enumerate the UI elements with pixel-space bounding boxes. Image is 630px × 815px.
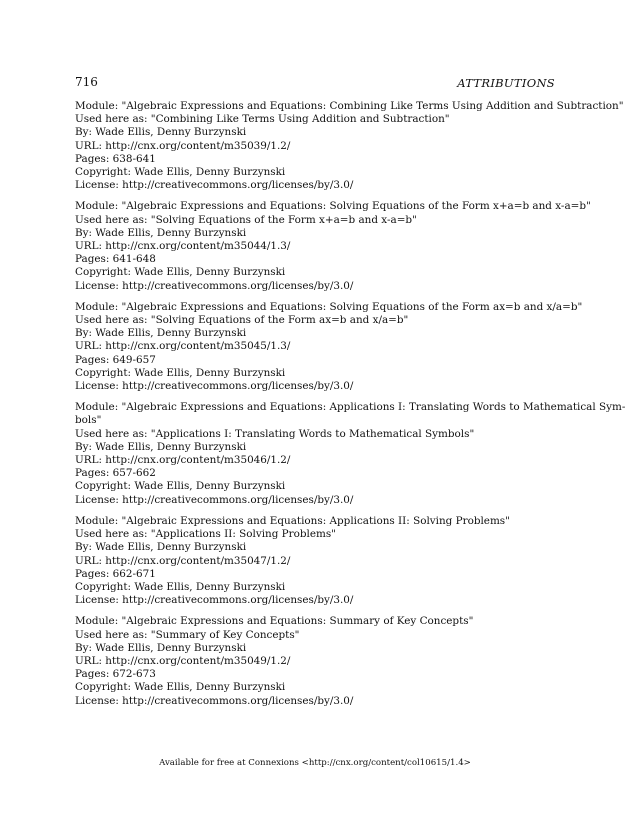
authors: By: Wade Ellis, Denny Burzynski — [75, 641, 247, 654]
attributions-list — [75, 100, 626, 716]
license-link[interactable]: License: http://creativecommons.org/licenses/by/3.0/ — [75, 493, 354, 506]
copyright: Copyright: Wade Ellis, Denny Burzynski — [75, 266, 286, 279]
running-header: ATTRIBUTIONS — [457, 76, 555, 90]
attribution-entry — [75, 300, 583, 393]
copyright: Copyright: Wade Ellis, Denny Burzynski — [75, 166, 286, 179]
copyright: Copyright: Wade Ellis, Denny Burzynski — [75, 480, 286, 493]
attribution-entry — [75, 200, 591, 292]
used-as: Used here as: "Solving Equations of the Form x+a=b and x-a=b" — [75, 213, 417, 226]
used-as: Used here as: "Summary of Key Concepts" — [75, 628, 300, 641]
attribution-entry — [75, 515, 555, 607]
license-link[interactable]: License: http://creativecommons.org/licenses/by/3.0/ — [75, 279, 354, 292]
authors: By: Wade Ellis, Denny Burzynski — [75, 126, 247, 139]
url-link[interactable]: URL: http://cnx.org/content/m35045/1.3/ — [75, 340, 291, 353]
used-as: Used here as: "Applications I: Translating Words to Mathematical Symbols" — [75, 427, 475, 440]
url-link[interactable]: URL: http://cnx.org/content/m35046/1.2/ — [75, 454, 291, 467]
url-link[interactable]: URL: http://cnx.org/content/m35047/1.2/ — [75, 554, 291, 567]
module-title: Module: "Algebraic Expressions and Equations: Solving Equations of the Form ax=b and x/a=b" — [75, 300, 583, 313]
pages: Pages: 641-648 — [75, 253, 156, 266]
license-link[interactable]: License: http://creativecommons.org/licenses/by/3.0/ — [75, 594, 354, 607]
module-title: Module: "Algebraic Expressions and Equations: Summary of Key Concepts" — [75, 615, 474, 628]
url-link[interactable]: URL: http://cnx.org/content/m35044/1.3/ — [75, 240, 291, 253]
authors: By: Wade Ellis, Denny Burzynski — [75, 541, 247, 554]
pages: Pages: 662-671 — [75, 567, 156, 580]
url-link[interactable]: URL: http://cnx.org/content/m35039/1.2/ — [75, 139, 291, 152]
authors: By: Wade Ellis, Denny Burzynski — [75, 327, 247, 340]
url-link[interactable]: URL: http://cnx.org/content/m35049/1.2/ — [75, 654, 291, 667]
copyright: Copyright: Wade Ellis, Denny Burzynski — [75, 580, 286, 593]
license-link[interactable]: License: http://creativecommons.org/licenses/by/3.0/ — [75, 694, 354, 707]
copyright: Copyright: Wade Ellis, Denny Burzynski — [75, 681, 286, 694]
used-as: Used here as: "Applications II: Solving Problems" — [75, 528, 336, 541]
pages: Pages: 649-657 — [75, 353, 156, 366]
module-title-continued: bols" — [75, 414, 102, 427]
copyright: Copyright: Wade Ellis, Denny Burzynski — [75, 366, 286, 379]
module-title: Module: "Algebraic Expressions and Equations: Applications I: Translating Words to Mathematical Sym- — [75, 401, 626, 414]
pages: Pages: 638-641 — [75, 152, 156, 165]
module-title: Module: "Algebraic Expressions and Equations: Combining Like Terms Using Addition and Subtraction" — [75, 100, 624, 112]
used-as: Used here as: "Combining Like Terms Using Addition and Subtraction" — [75, 113, 450, 126]
license-link[interactable]: License: http://creativecommons.org/licenses/by/3.0/ — [75, 380, 354, 393]
license-link[interactable]: License: http://creativecommons.org/licenses/by/3.0/ — [75, 179, 354, 192]
attribution-entry — [75, 401, 626, 507]
module-title: Module: "Algebraic Expressions and Equations: Applications II: Solving Problems" — [75, 514, 510, 527]
module-title: Module: "Algebraic Expressions and Equations: Solving Equations of the Form x+a=b and x-a=b" — [75, 200, 591, 213]
attribution-entry — [75, 100, 624, 192]
page-number: 716 — [75, 75, 98, 89]
used-as: Used here as: "Solving Equations of the Form ax=b and x/a=b" — [75, 314, 409, 327]
authors: By: Wade Ellis, Denny Burzynski — [75, 226, 247, 239]
pages: Pages: 672-673 — [75, 668, 156, 681]
pages: Pages: 657-662 — [75, 467, 156, 480]
attribution-entry — [75, 615, 555, 707]
page-footer: Available for free at Connexions <http://cnx.org/content/col10615/1.4> — [159, 758, 471, 768]
authors: By: Wade Ellis, Denny Burzynski — [75, 440, 247, 453]
